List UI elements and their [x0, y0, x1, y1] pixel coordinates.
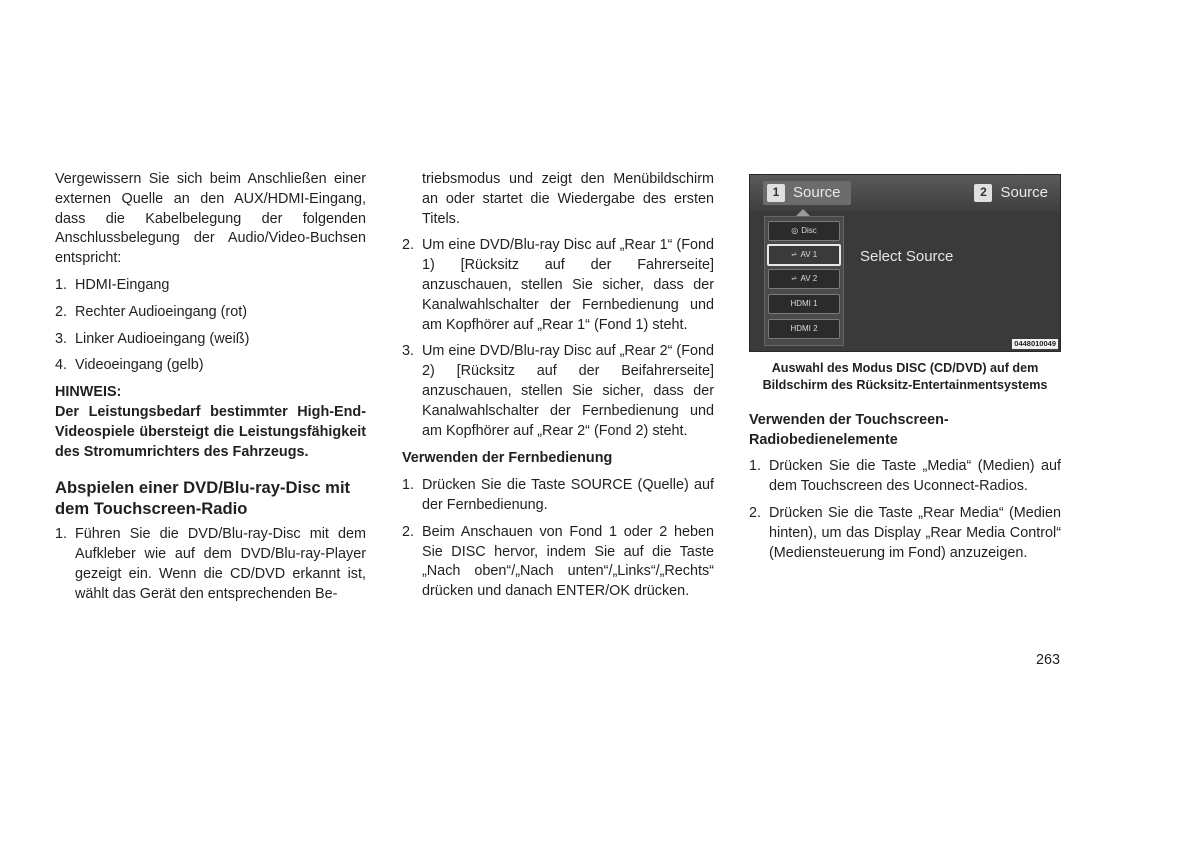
note-label: HINWEIS:	[55, 384, 122, 401]
step-item	[749, 457, 1061, 497]
step-text: Führen Sie die DVD/Blu-ray-Disc mit dem Aufkleber wie auf dem DVD/Blu-ray-Player gezeigt ein. Wenn die CD/DVD erkannt ist, wählt das Gerät den entsprechenden Be-	[75, 526, 366, 602]
list-text: Videoeingang (gelb)	[75, 357, 204, 374]
list-number: 1.	[55, 276, 68, 293]
step-text: Drücken Sie die Taste SOURCE (Quelle) auf der Fernbedienung.	[422, 477, 714, 513]
step-item	[55, 525, 366, 604]
step-number: 2.	[402, 523, 415, 540]
source-list-panel	[764, 216, 844, 346]
continued-text: triebsmodus und zeigt den Menübildschirm an oder startet die Wiedergabe des ersten Titels.	[422, 171, 714, 227]
list-text: Linker Audioeingang (weiß)	[75, 330, 250, 347]
step-item	[402, 523, 714, 602]
column-right	[749, 170, 1061, 563]
section-heading: Abspielen einer DVD/Blu-ray-Disc mit dem Touchscreen-Radio	[55, 478, 351, 518]
list-number: 3.	[55, 330, 68, 347]
step-number: 1.	[749, 458, 762, 475]
source-button-label: AV 1	[800, 250, 818, 260]
list-text: HDMI-Eingang	[75, 276, 170, 293]
source-button-label: AV 2	[800, 274, 818, 284]
source-button-av1	[767, 244, 841, 266]
step-item	[402, 476, 714, 516]
list-number: 2.	[55, 303, 68, 320]
step-item	[402, 342, 714, 441]
column-middle	[402, 170, 714, 602]
page-number: 263	[1036, 652, 1061, 668]
step-text: Drücken Sie die Taste „Rear Media“ (Medien hinten), um das Display „Rear Media Control“ (Mediensteuerung im Fond) anzuzeigen.	[769, 505, 1061, 561]
disc-icon: ◎	[791, 226, 799, 236]
av-icon: ⩫	[790, 250, 798, 260]
subsection-heading: Verwenden der Fernbedienung	[402, 450, 613, 467]
tab-number-badge: 2	[974, 184, 992, 202]
figure-caption: Auswahl des Modus DISC (CD/DVD) auf dem Bildschirm des Rücksitz-Entertainmentsystems	[762, 361, 1048, 393]
source-button-label: HDMI 1	[790, 299, 818, 309]
step-number: 1.	[402, 477, 415, 494]
intro-paragraph: Vergewissern Sie sich beim Anschließen einer externen Quelle an den AUX/HDMI-Eingang, dass die Kabelbelegung der folgenden Anschlussbelegung der Audio/Video-Buchsen entspricht:	[55, 171, 366, 267]
column-left	[55, 170, 366, 605]
step-text: Um eine DVD/Blu-ray Disc auf „Rear 1“ (Fond 1) [Rücksitz auf der Fahrerseite] anzuschauen, stellen Sie sicher, dass der Kanalwahlschalter der Fernbedienung und am Kopfhörer auf „Rear 1“ (Fond 1) steht.	[422, 237, 714, 333]
tab-label: Source	[1000, 184, 1048, 202]
tab-source-2	[974, 181, 1048, 205]
step-item	[402, 236, 714, 335]
step-text: Drücken Sie die Taste „Media“ (Medien) auf dem Touchscreen des Uconnect-Radios.	[769, 458, 1061, 495]
source-button-av2	[768, 269, 840, 289]
step-number: 2.	[749, 505, 762, 521]
source-button-label: Disc	[801, 226, 817, 236]
step-item	[749, 504, 1061, 563]
step-number: 1.	[55, 526, 68, 543]
av-icon: ⩫	[790, 274, 798, 284]
step-text: Um eine DVD/Blu-ray Disc auf „Rear 2“ (Fond 2) [Rücksitz auf der Beifahrerseite] anzuschauen, stellen Sie sicher, dass der Kanalwahlschalter der Fernbedienung und am Kopfhörer auf „Rear 2“ (Fond 2) steht.	[422, 343, 714, 439]
source-button-hdmi1	[768, 294, 840, 314]
tab-number-badge: 1	[767, 184, 785, 202]
source-button-label: HDMI 2	[790, 324, 818, 334]
source-button-disc	[768, 221, 840, 241]
list-number: 4.	[55, 357, 68, 374]
caret-up-icon	[796, 209, 810, 216]
step-number: 2.	[402, 237, 415, 254]
source-button-hdmi2	[768, 319, 840, 339]
screen-figure	[749, 174, 1061, 352]
subsection-heading: Verwenden der Touchscreen-Radiobedienelemente	[749, 411, 949, 448]
select-source-text: Select Source	[860, 248, 954, 265]
note-text: Der Leistungsbedarf bestimmter High-End-Videospiele übersteigt die Leistungsfähigkeit des Stromumrichters des Fahrzeugs.	[55, 403, 366, 460]
list-item	[55, 356, 366, 376]
tab-source-1	[763, 181, 851, 205]
list-item	[55, 330, 366, 350]
list-item	[55, 276, 366, 296]
tab-label: Source	[793, 184, 841, 202]
step-number: 3.	[402, 343, 415, 360]
list-text: Rechter Audioeingang (rot)	[75, 303, 247, 320]
step-text: Beim Anschauen von Fond 1 oder 2 heben Sie DISC hervor, indem Sie auf die Taste „Nach oben“/„Nach unten“/„Links“/„Rechts“ drücken und danach ENTER/OK drücken.	[422, 523, 714, 600]
image-id-stamp: 0448010049	[1014, 339, 1056, 348]
list-item	[55, 303, 366, 323]
